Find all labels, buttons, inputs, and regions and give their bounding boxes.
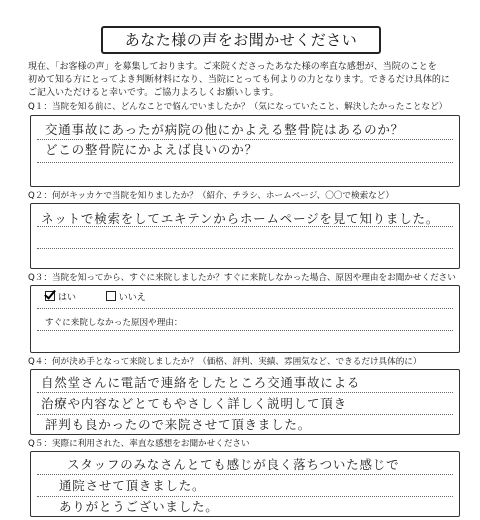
q1-label: Q１：当院を知る前に、どんなことで悩んでいましたか？（気になっていたこと、解決したかったことなど） — [28, 102, 448, 112]
q2-answer-box — [30, 203, 460, 269]
q3-reason-label: すぐに来院しなかった原因や理由： — [45, 318, 183, 328]
q3-label: Q３：当院を知ってから、すぐに来院しましたか？すぐに来院しなかった場合、原因や理由をお聞かせください — [28, 273, 456, 283]
q5-answer-line-2: 通院させて頂きました。 — [59, 478, 206, 493]
q5-answer-line-1: スタッフのみなさんとても感じが良く落ちついた感じで — [67, 457, 400, 472]
no-label: いいえ — [118, 293, 146, 303]
q5-answer-line-3: ありがとうございました。 — [59, 499, 219, 514]
yes-checkbox[interactable] — [45, 291, 55, 301]
q2-label: Q２：何がキッカケで当院を知りましたか？（紹介、チラシ、ホームページ、〇〇で検索など） — [28, 191, 394, 201]
q4-label: Q４：何が決め手となって来院しましたか？（価格、評判、実績、雰囲気など、できるだけ具体的に） — [28, 357, 422, 367]
q2-answer-line-1: ネットで検索をしてエキテンからホームページを見て知りました。 — [41, 211, 440, 226]
q3-answer-box — [30, 285, 460, 353]
q5-answer-box — [30, 451, 460, 517]
q4-answer-line-1: 自然堂さんに電話で連絡をしたところ交通事故による — [41, 375, 361, 390]
q1-answer-box — [30, 115, 460, 187]
q4-answer-line-3: 評判も良かったので来院させて頂きました。 — [45, 417, 312, 432]
intro-text: 現在、「お客様の声」を募集しております。ご来院くださったあなた様の率直な感想が、当院のことを 初めて知る方にとってよき判断材料になり、当院にとっても何よりの力となります。できるだけ具体的に ご記入いただけると幸いです。ご協力よろしくお願いします。 — [28, 62, 450, 98]
q3-options — [45, 291, 146, 304]
q4-answer-box — [30, 369, 460, 435]
no-checkbox[interactable] — [106, 291, 116, 301]
yes-label: はい — [58, 293, 77, 303]
q5-label: Q５：実際に利用された、率直な感想をお聞かせください — [28, 439, 250, 449]
q4-answer-line-2: 治療や内容などとてもやさしく詳しく説明して頂き — [41, 396, 347, 411]
q1-answer-line-2: どこの整骨院にかよえば良いのか？ — [45, 142, 258, 157]
form-title: あなた様の声をお聞かせください — [101, 26, 381, 54]
q1-answer-line-1: 交通事故にあったが病院の他にかよえる整骨院はあるのか？ — [45, 122, 404, 137]
